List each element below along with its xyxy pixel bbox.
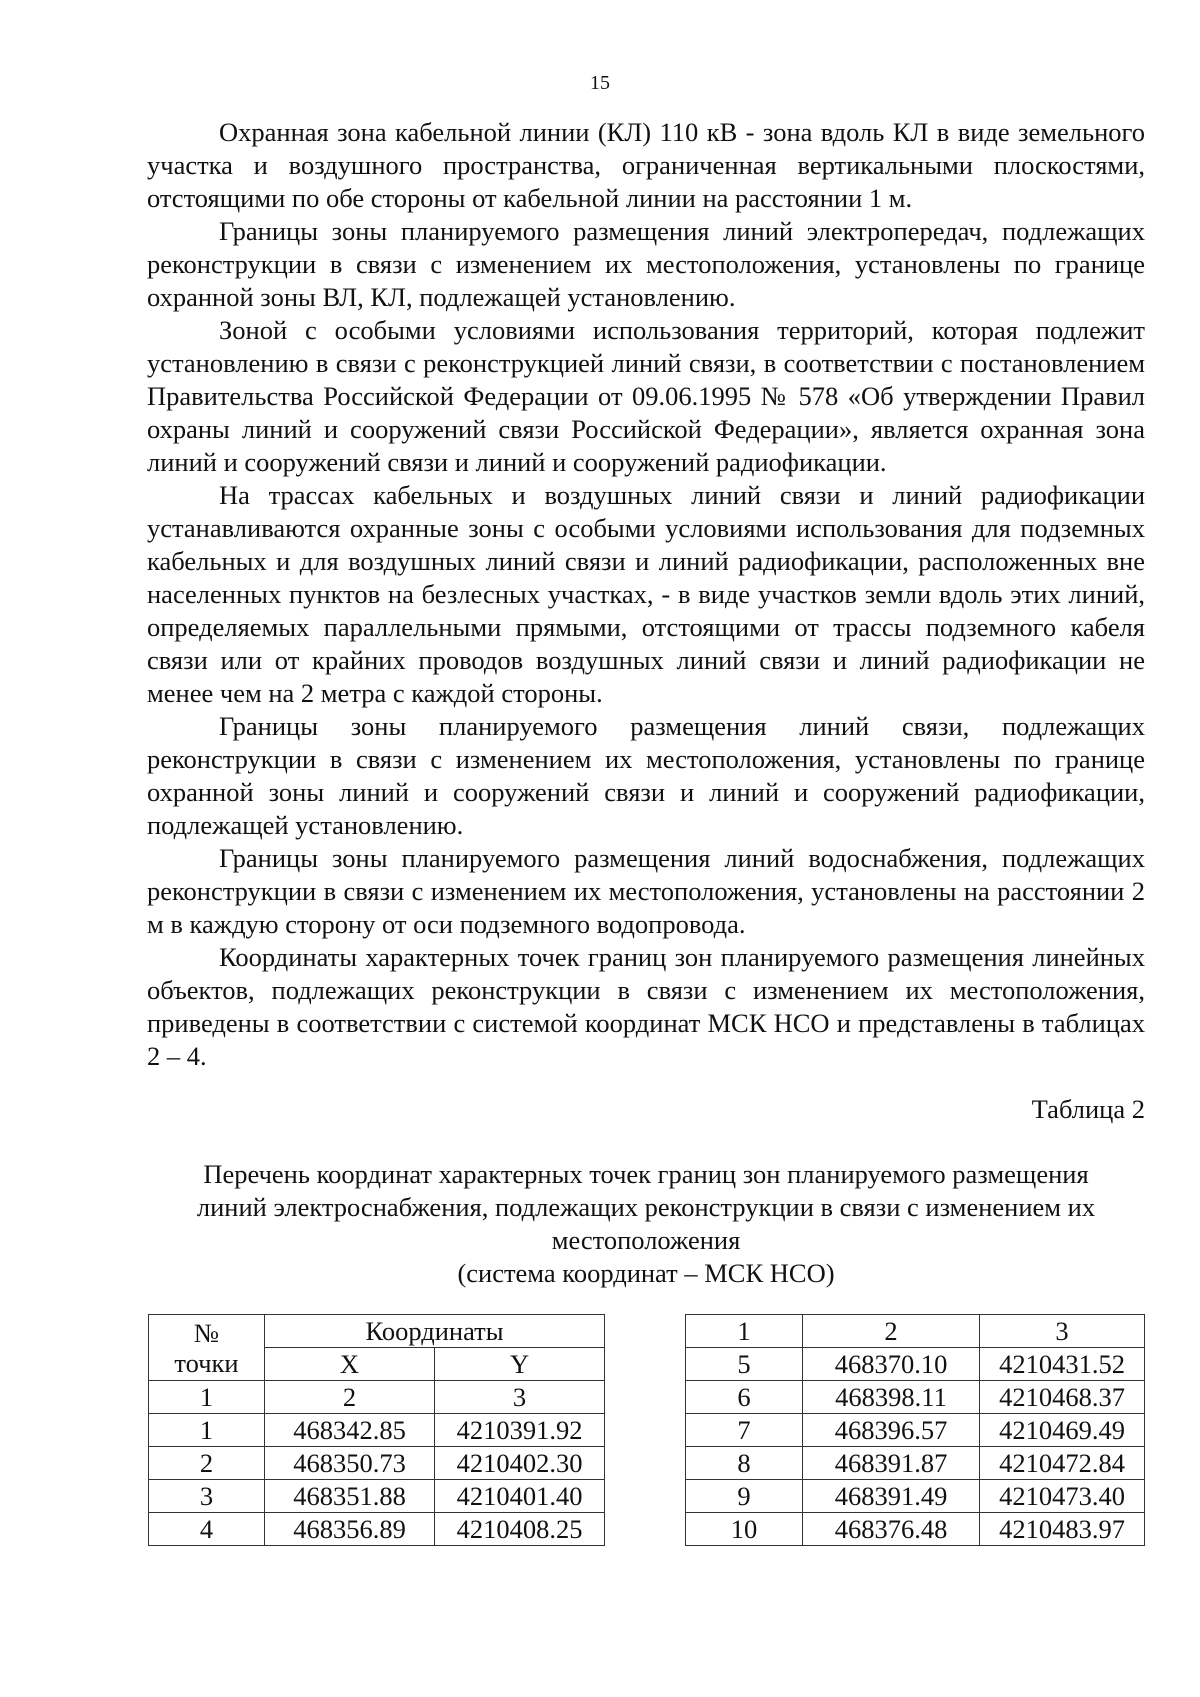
point-number: 2 [149, 1447, 265, 1480]
table-header-row [149, 1315, 605, 1348]
column-number: 1 [149, 1381, 265, 1414]
y-header: Y [435, 1348, 605, 1381]
paragraph: Границы зоны планируемого размещения линий водоснабжения, подлежащих реконструкции в связи с изменением их местоположения, установлены на расстоянии 2 м в каждую сторону от оси подземного водопровода. [147, 843, 1145, 939]
y-value: 4210401.40 [435, 1480, 605, 1513]
point-number: 7 [686, 1414, 803, 1447]
x-value: 468342.85 [265, 1414, 435, 1447]
x-header: X [265, 1348, 435, 1381]
x-value: 468396.57 [803, 1414, 980, 1447]
point-number: 5 [686, 1348, 803, 1381]
table-row [686, 1480, 1145, 1513]
table-caption-line: (система координат – МСК НСО) [457, 1258, 835, 1288]
table-caption-line: линий электроснабжения, подлежащих реконструкции в связи с изменением их [196, 1192, 1096, 1222]
paragraph: Границы зоны планируемого размещения линий электропередач, подлежащих реконструкции в связи с изменением их местоположения, установлены по границе охранной зоны ВЛ, КЛ, подлежащей установлению. [147, 216, 1145, 312]
point-number: 6 [686, 1381, 803, 1414]
x-value: 468370.10 [803, 1348, 980, 1381]
table-row [149, 1447, 605, 1480]
point-number: 10 [686, 1513, 803, 1546]
column-number: 3 [980, 1315, 1145, 1348]
body-text [147, 116, 1145, 1073]
column-number: 1 [686, 1315, 803, 1348]
table-row [686, 1381, 1145, 1414]
table-caption-line: местоположения [551, 1225, 741, 1255]
header-point-word: точки [174, 1347, 239, 1378]
x-value: 468356.89 [265, 1513, 435, 1546]
table-caption-line: Перечень координат характерных точек границ зон планируемого размещения [203, 1159, 1089, 1189]
column-number: 2 [265, 1381, 435, 1414]
point-number: 9 [686, 1480, 803, 1513]
y-value: 4210483.97 [980, 1513, 1145, 1546]
table-row [149, 1480, 605, 1513]
table-row [686, 1348, 1145, 1381]
table-row [149, 1513, 605, 1546]
column-number-row [686, 1315, 1145, 1348]
x-value: 468391.87 [803, 1447, 980, 1480]
table-row [686, 1447, 1145, 1480]
x-value: 468351.88 [265, 1480, 435, 1513]
column-number: 2 [803, 1315, 980, 1348]
point-number: 8 [686, 1447, 803, 1480]
coordinates-table-left [148, 1314, 605, 1546]
y-value: 4210472.84 [980, 1447, 1145, 1480]
paragraph: Границы зоны планируемого размещения линий связи, подлежащих реконструкции в связи с изменением их местоположения, установлены по границе охранной зоны линий и сооружений связи и линий и сооружений радиофикации, подлежащей установлению. [147, 711, 1145, 840]
table-row [149, 1414, 605, 1447]
point-number-header [149, 1315, 265, 1381]
y-value: 4210402.30 [435, 1447, 605, 1480]
coordinates-header: Координаты [265, 1315, 605, 1348]
page-number: 15 [590, 72, 610, 94]
point-number: 3 [149, 1480, 265, 1513]
header-no-symbol: № [193, 1317, 220, 1348]
y-value: 4210391.92 [435, 1414, 605, 1447]
table-row [686, 1513, 1145, 1546]
paragraph: На трассах кабельных и воздушных линий связи и линий радиофикации устанавливаются охранные зоны с особыми условиями использования для подземных кабельных и для воздушных линий связи и линий радиофикации, расположенных вне населенных пунктов на безлесных участках, - в виде участков земли вдоль этих линий, определяемых параллельными прямыми, отстоящими от трассы подземного кабеля связи или от крайних проводов воздушных линий связи и линий радиофикации не менее чем на 2 метра с каждой стороны. [147, 480, 1145, 708]
y-value: 4210468.37 [980, 1381, 1145, 1414]
x-value: 468376.48 [803, 1513, 980, 1546]
paragraph: Координаты характерных точек границ зон планируемого размещения линейных объектов, подлежащих реконструкции в связи с изменением их местоположения, приведены в соответствии с системой координат МСК НСО и представлены в таблицах 2 – 4. [147, 942, 1145, 1071]
table-label: Таблица 2 [1031, 1094, 1145, 1124]
point-number: 4 [149, 1513, 265, 1546]
x-value: 468350.73 [265, 1447, 435, 1480]
y-value: 4210431.52 [980, 1348, 1145, 1381]
x-value: 468391.49 [803, 1480, 980, 1513]
point-number: 1 [149, 1414, 265, 1447]
paragraph: Зоной с особыми условиями использования территорий, которая подлежит установлению в связи с реконструкцией линий связи, в соответствии с постановлением Правительства Российской Федерации от 09.06.1995 № 578 «Об утверждении Правил охраны линий и сооружений связи Российской Федерации», является охранная зона линий и сооружений связи и линий и сооружений радиофикации. [147, 315, 1145, 477]
y-value: 4210469.49 [980, 1414, 1145, 1447]
table-caption [147, 1158, 1145, 1290]
column-number: 3 [435, 1381, 605, 1414]
y-value: 4210408.25 [435, 1513, 605, 1546]
table-row [686, 1414, 1145, 1447]
coordinates-table-right [685, 1314, 1145, 1546]
paragraph: Охранная зона кабельной линии (КЛ) 110 кВ - зона вдоль КЛ в виде земельного участка и воздушного пространства, ограниченная вертикальными плоскостями, отстоящими по обе стороны от кабельной линии на расстоянии 1 м. [147, 117, 1145, 213]
column-number-row [149, 1381, 605, 1414]
x-value: 468398.11 [803, 1381, 980, 1414]
y-value: 4210473.40 [980, 1480, 1145, 1513]
